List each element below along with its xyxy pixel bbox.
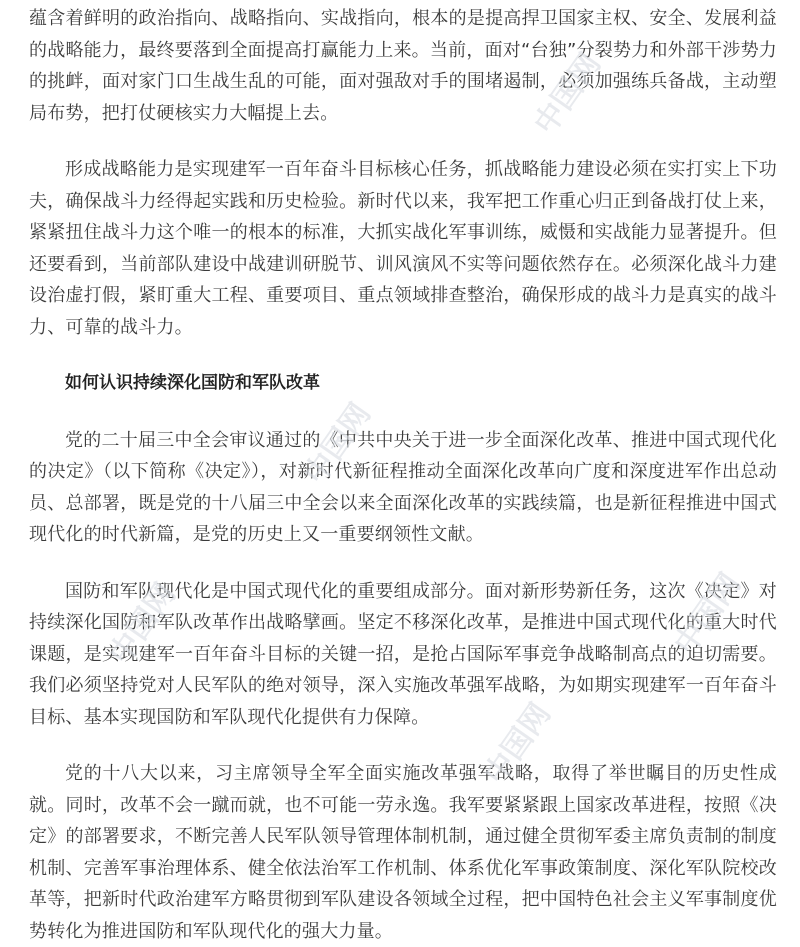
watermark: 中国网 <box>667 567 749 661</box>
paragraph-2: 形成战略能力是实现建军一百年奋斗目标核心任务，抓战略能力建设必须在实打实上下功夫，确保战斗力经得起实践和历史检验。新时代以来，我军把工作重心归正到备战打仗上来，紧紧扭住战斗力这个唯一的根本的标准，大抓实战化军事训练，威慑和实战能力显著提升。但还要看到，当前部队建设中战建训研脱节、训风演风不实等问题依然存在。必须深化战斗力建设治虚打假，紧盯重大工程、重要项目、重点领域排查整治，确保形成的战斗力是真实的战斗力、可靠的战斗力。 <box>29 159 777 338</box>
section-heading: 如何认识持续深化国防和军队改革 <box>65 373 320 393</box>
paragraph-4: 国防和军队现代化是中国式现代化的重要组成部分。面对新形势新任务，这次《决定》对持续深化国防和军队改革作出战略擘画。坚定不移深化改革，是推进中国式现代化的重大时代课题，是实现建军一百年奋斗目标的关键一招，是抢占国际军事竞争战略制高点的迫切需要。我们必须坚持党对人民军队的绝对领导，深入实施改革强军战略，为如期实现建军一百年奋斗目标、基本实现国防和军队现代化提供有力保障。 <box>29 580 777 728</box>
watermark: 中国网 <box>527 47 609 141</box>
watermark: 中国网 <box>297 397 379 491</box>
paragraph-1: 蕴含着鲜明的政治指向、战略指向、实战指向，根本的是提高捍卫国家主权、安全、发展利益的战略能力，最终要落到全面提高打赢能力上来。当前，面对“台独”分裂势力和外部干涉势力的挑衅，面对家门口生战生乱的可能，面对强敌对手的围堵遏制，必须加强练兵备战，主动塑局布势，把打仗硬核实力大幅提上去。 <box>29 8 777 124</box>
paragraph-5: 党的十八大以来，习主席领导全军全面实施改革强军战略，取得了举世瞩目的历史性成就。同时，改革不会一蹴而就，也不可能一劳永逸。我军要紧紧跟上国家改革进程，按照《决定》的部署要求，不断完善人民军队领导管理体制机制，通过健全贯彻军委主席负责制的制度机制、完善军事治理体系、健全依法治军工作机制、体系优化军事政策制度、深化军队院校改革等，把新时代政治建军方略贯彻到军队建设各领域全过程，把中国特色社会主义军事制度优势转化为推进国防和军队现代化的强大力量。 <box>29 763 777 942</box>
article-body <box>29 0 777 947</box>
watermark: 中国网 <box>477 697 559 791</box>
paragraph-3: 党的二十届三中全会审议通过的《中共中央关于进一步全面深化改革、推进中国式现代化的决定》（以下简称《决定》），对新时代新征程推动全面深化改革向广度和深度进军作出总动员、总部署，既是党的十八届三中全会以来全面深化改革的实践续篇，也是新征程推进中国式现代化的时代新篇，是党的历史上又一重要纲领性文献。 <box>29 429 777 545</box>
watermark: 中国网 <box>102 577 184 671</box>
